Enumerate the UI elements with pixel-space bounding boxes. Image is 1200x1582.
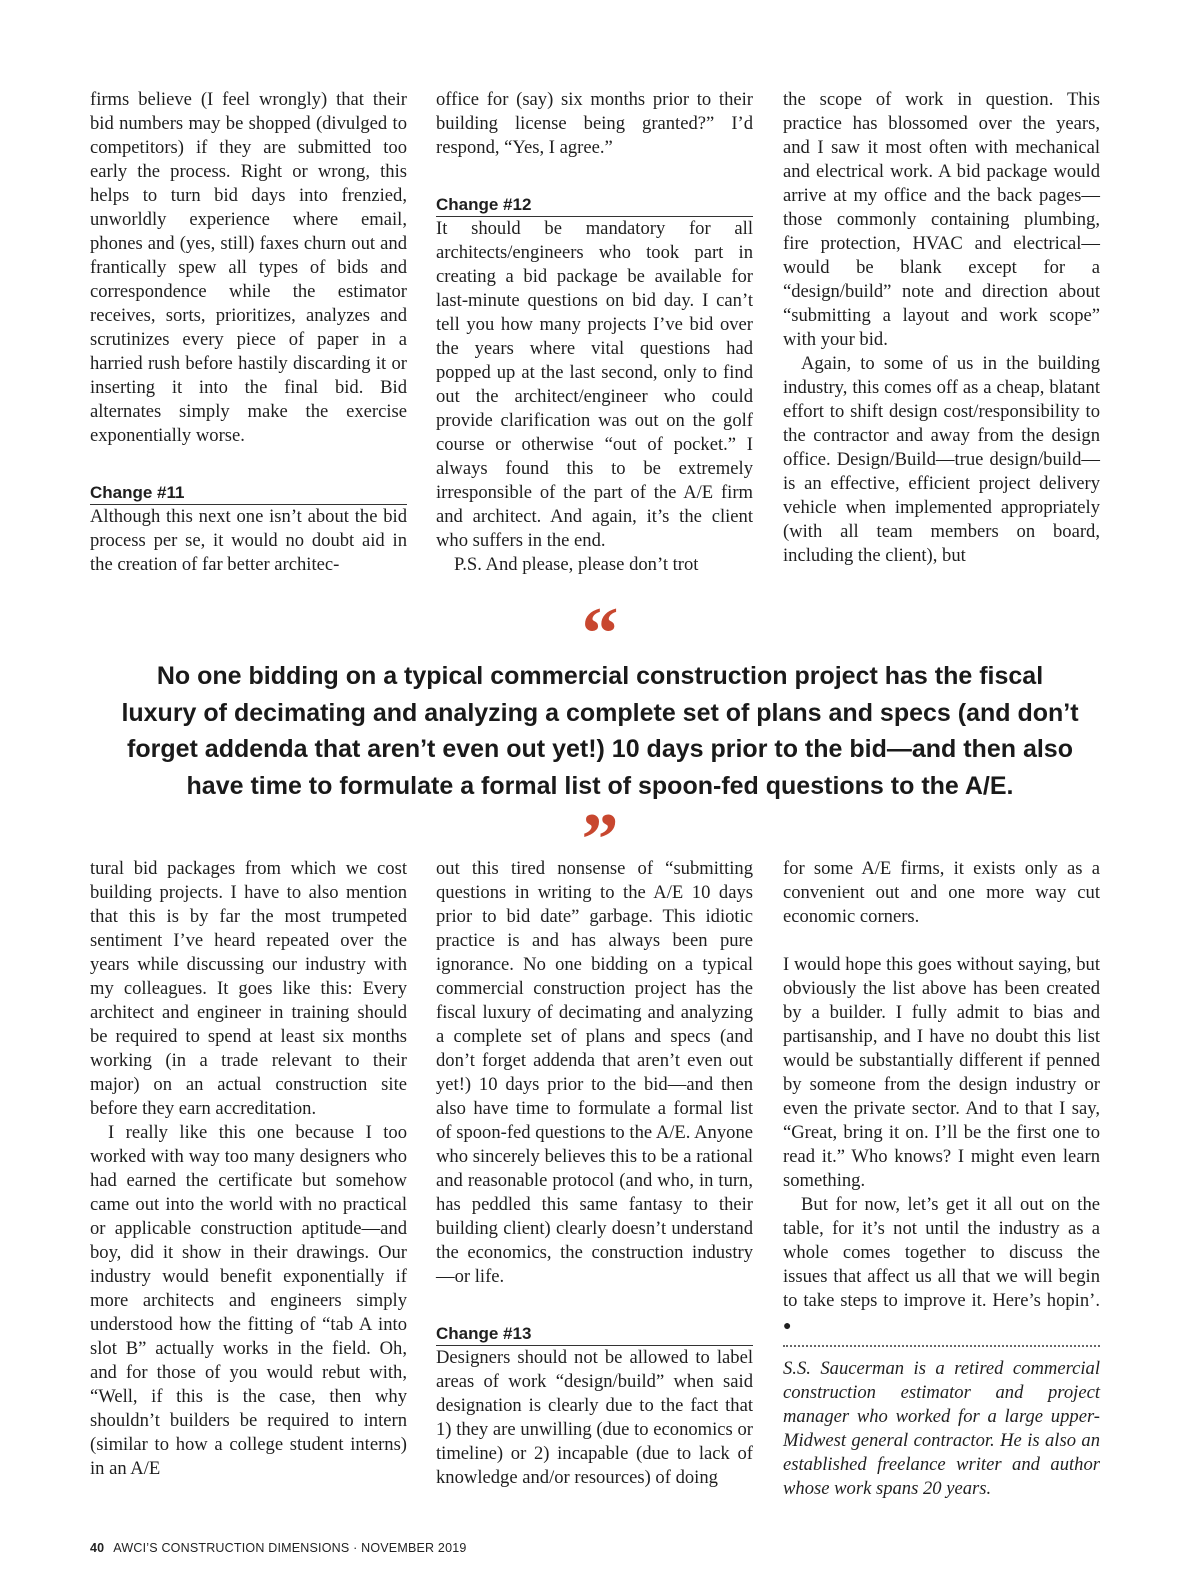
paragraph: I really like this one because I too worked with way too many designers who had earned the certificate but somehow came out into the world with no practical or applicable construction aptitude—and boy, did it show in their drawings. Our industry would benefit exponentially if more architects and engineers simply understood how the fitting of “tab A into slot B” actually works in the field. Oh, and for those of you would rebut with, “Well, if this is the case, then why shouldn’t builders be required to intern (similar to how a college student interns) in an A/E (90, 1122, 407, 1479)
column-bottom-1 (90, 857, 407, 1481)
publication-name: AWCI’S CONSTRUCTION DIMENSIONS · NOVEMBER 2019 (113, 1541, 467, 1555)
column-bottom-3 (783, 857, 1100, 1501)
divider (783, 1345, 1100, 1347)
paragraph: It should be mandatory for all architects/engineers who took part in creating a bid package be available for last-minute questions on bid day. I can’t tell you how many projects I’ve bid over the years where vital questions had popped up at the last second, only to find out the architect/engineer who could provide clarification was out on the golf course or otherwise “out of pocket.” I always found this to be extremely irresponsible of the part of the A/E firm and architect. And again, it’s the client who suffers in the end. (436, 218, 753, 551)
section-heading-change-13: Change #13 (436, 1323, 753, 1346)
section-heading-change-11: Change #11 (90, 482, 407, 505)
page-footer (90, 1541, 467, 1555)
paragraph: Although this next one isn’t about the bid process per se, it would no doubt aid in the creation of far better architec- (90, 506, 407, 575)
paragraph: the scope of work in question. This practice has blossomed over the years, and I saw it most often with mechanical and electrical work. A bid package would arrive at my office and the back pages—those commonly containing plumbing, fire protection, HVAC and electrical—would be blank except for a “design/build” note and direction about “submitting a layout and work scope” with your bid. (783, 89, 1100, 350)
end-mark-icon: ● (783, 1319, 792, 1334)
paragraph: Designers should not be allowed to label areas of work “design/build” when said designation is clearly due to the fact that 1) they are unwilling (due to economics or timeline) or 2) incapable (due to lack of knowledge and/or resources) of doing (436, 1347, 753, 1488)
paragraph: tural bid packages from which we cost building projects. I have to also mention that this is by far the most trumpeted sentiment I’ve heard repeated over the years while discussing our industry with my colleagues. It goes like this: Every architect and engineer in training should be required to spend at least six months working (in a trade relevant to their major) on an actual construction site before they earn accreditation. (90, 858, 407, 1119)
closing-text: But for now, let’s get it all out on the table, for it’s not until the industry as a whole comes together to discuss the issues that affect us all that we will begin to take steps to improve it. Here’s hopin’. (783, 1194, 1100, 1311)
open-quote-mark: “ (581, 593, 619, 675)
paragraph: firms believe (I feel wrongly) that their bid numbers may be shopped (divulged to competitors) if they are submitted too early the process. Right or wrong, this helps to turn bid days into frenzied, unworldly experience where email, phones and (yes, still) faxes churn out and frantically spew all types of bids and correspondence while the estimator receives, sorts, prioritizes, analyzes and scrutinizes every piece of paper in a harried rush before hastily discarding it or inserting it into the final bid. Bid alternates simply make the exercise exponentially worse. (90, 89, 407, 446)
section-heading-change-12: Change #12 (436, 194, 753, 217)
column-top-1 (90, 88, 407, 577)
column-bottom-2 (436, 857, 753, 1490)
column-top-2 (436, 88, 753, 577)
paragraph: out this tired nonsense of “submitting questions in writing to the A/E 10 days prior to bid date” garbage. This idiotic practice is and has always been pure ignorance. No one bidding on a typical commercial construction project has the fiscal luxury of decimating and analyzing a complete set of plans and specs (and don’t forget addenda that aren’t even out yet!) 10 days prior to the bid—and then also have time to formulate a formal list of spoon-fed questions to the A/E. Anyone who sincerely believes this to be a rational and reasonable protocol (and who, in turn, has peddled this same fantasy to their building client) clearly doesn’t understand the economics, the construction industry—or life. (436, 858, 753, 1287)
pull-quote (100, 593, 1100, 881)
column-top-3 (783, 88, 1100, 568)
close-quote-mark: ” (581, 799, 619, 881)
paragraph: P.S. And please, please don’t trot (454, 554, 699, 575)
pull-quote-text: No one bidding on a typical commercial construction project has the fiscal luxury of decimating and analyzing a complete set of plans and specs (and don’t forget addenda that aren’t even out yet!) 10 days prior to the bid—and then also have time to formulate a formal list of spoon-fed questions to the A/E. (121, 662, 1079, 800)
paragraph: I would hope this goes without saying, but obviously the list above has been created by a builder. I fully admit to bias and partisanship, and I have no doubt this list would be substantially different if penned by someone from the design industry or even the private sector. And to that I say, “Great, bring it on. I’ll be the first one to read it.” Who knows? I might even learn something. (783, 954, 1100, 1191)
paragraph (783, 1193, 1100, 1339)
paragraph: Again, to some of us in the building industry, this comes off as a cheap, blatant effort to shift design cost/responsibility to the contractor and away from the design office. Design/Build—true design/build—is an effective, efficient project delivery vehicle when implemented appropriately (with all team members on board, including the client), but (783, 353, 1100, 566)
paragraph: for some A/E firms, it exists only as a convenient out and one more way cut economic corners. (783, 858, 1100, 927)
page-number: 40 (90, 1541, 105, 1555)
paragraph: office for (say) six months prior to their building license being granted?” I’d respond, “Yes, I agree.” (436, 89, 753, 158)
author-bio: S.S. Saucerman is a retired commercial construction estimator and project manager who worked for a large upper-Midwest general contractor. He is also an established freelance writer and author whose work spans 20 years. (783, 1358, 1100, 1499)
